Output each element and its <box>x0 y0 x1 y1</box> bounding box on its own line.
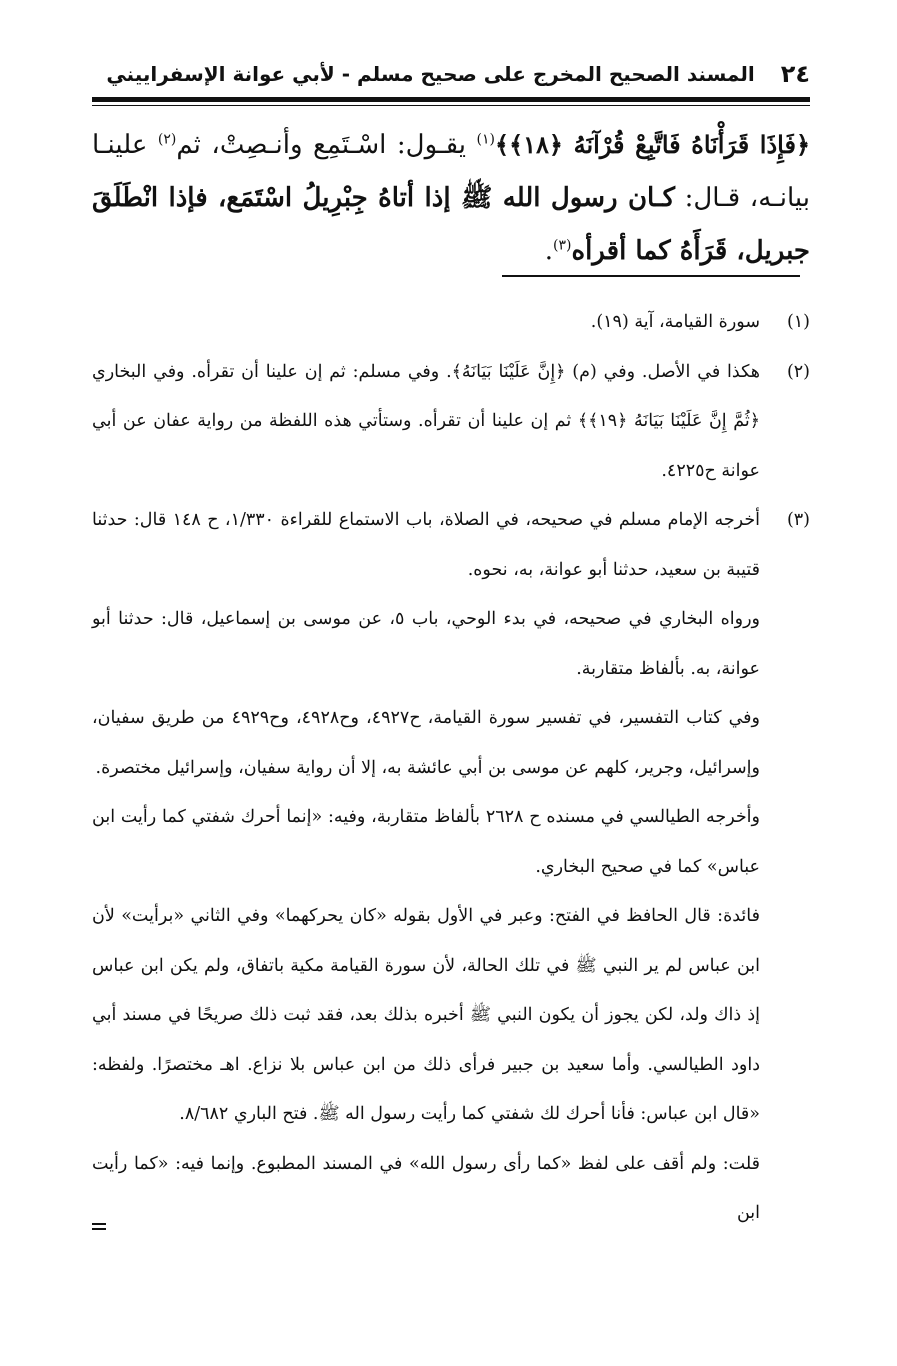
footnote-number: (٢) <box>786 361 810 382</box>
footnotes <box>92 298 810 1239</box>
footnote-3 <box>92 496 810 1239</box>
footnote-ref-1[interactable]: (١) <box>476 131 496 148</box>
main-text-segment-2: علينـا بيانـه، قـال: <box>92 130 810 213</box>
header-rule-thin <box>92 105 810 106</box>
footnote-ref-3[interactable]: (٣) <box>552 237 572 254</box>
footnote-paragraph: أخرجه الإمام مسلم في صحيحه، في الصلاة، باب الاستماع للقراءة ١/٣٣٠، ح ١٤٨ قال: حدثنا قتيبة بن سعيد، حدثنا أبو عوانة، به، نحوه. <box>92 510 760 580</box>
footnote-body <box>92 298 760 348</box>
footnote-ref-2[interactable]: (٢) <box>157 131 177 148</box>
footnote-number: (١) <box>786 312 810 332</box>
quran-verse: ﴿فَإِذَا قَرَأْنَاهُ فَاتَّبِعْ قُرْآنَهُ ﴿١٨﴾﴾ <box>495 130 811 159</box>
footnote-paragraph: وفي كتاب التفسير، في تفسير سورة القيامة، ح٤٩٢٧، وح٤٩٢٨، وح٤٩٢٩ من طريق سفيان، وإسرائيل، وجرير، كلهم عن موسى بن أبي عائشة به، إلا أن رواية سفيان، وإسرائيل مختصرة. <box>92 708 761 778</box>
footnote-paragraph: وأخرجه الطيالسي في مسنده ح ٢٦٢٨ بألفاظ متقاربة، وفيه: «إنما أحرك شفتي كما رأيت ابن عباس» كما في صحيح البخاري. <box>92 807 760 877</box>
footnote-paragraph: ورواه البخاري في صحيحه، في بدء الوحي، باب ٥، عن موسى بن إسماعيل، قال: حدثنا أبو عوانة، به. بألفاظ متقاربة. <box>92 609 760 679</box>
header-rule-thick <box>92 97 810 102</box>
footnote-body <box>92 348 760 497</box>
main-text-segment-1: يقـول: اسْـتَمِع وأنـصِتْ، ثم <box>176 130 467 160</box>
footnote-body <box>92 496 760 1239</box>
page-header <box>92 50 810 94</box>
page-number: ٢٤ <box>780 60 810 88</box>
footnote-paragraph: قلت: ولم أقف على لفظ «كما رأى رسول الله» في المسند المطبوع. وإنما فيه: «كما رأيت ابن <box>92 1153 760 1223</box>
footnote-paragraph: سورة القيامة، آية (١٩). <box>590 312 760 332</box>
running-title: المسند الصحيح المخرج على صحيح مسلم - لأبي عوانة الإسفراييني <box>106 62 755 86</box>
main-text <box>92 118 810 278</box>
footnote-number: (٣) <box>786 510 810 530</box>
continuation-mark <box>92 1223 106 1230</box>
footnote-paragraph: هكذا في الأصل. وفي (م) ﴿إِنَّ عَلَيْنَا بَيَانَهُ﴾. وفي مسلم: ثم إن علينا أن تقرأه. وفي البخاري ﴿ثُمَّ إِنَّ عَلَيْنَا بَيَانَهُ ﴿١٩﴾﴾ ثم إن علينا أن تقرأه. وستأتي هذه اللفظة من رواية عفان عن أبي عوانة ح٤٢٢٥. <box>92 361 760 481</box>
footnote-1 <box>92 298 810 348</box>
main-text-hadith: كـان رسول الله ﷺ إذا أتاهُ جِبْرِيلُ اسْتَمَع، فإذا انْطَلَقَ جبريل، قَرَأَهُ كما أقرأه <box>92 183 810 266</box>
footnote-separator <box>502 275 800 277</box>
main-text-end: . <box>544 236 553 266</box>
footnote-paragraph: فائدة: قال الحافظ في الفتح: وعبر في الأول بقوله «كان يحركهما» وفي الثاني «برأيت» لأن ابن عباس لم ير النبي ﷺ في تلك الحالة، لأن سورة القيامة مكية باتفاق، ولم يكن ابن عباس إذ ذاك ولد، لكن يجوز أن يكون النبي ﷺ أخبره بذلك بعد، فقد ثبت ذلك صريحًا في مسند أبي داود الطيالسي. وأما سعيد بن جبير فرأى ذلك من ابن عباس بلا نزاع. اهـ مختصرًا. ولفظه: «قال ابن عباس: فأنا أحرك لك شفتي كما رأيت رسول اله ﷺ. فتح الباري ٨/٦٨٢. <box>92 906 760 1124</box>
footnote-2 <box>92 348 810 497</box>
